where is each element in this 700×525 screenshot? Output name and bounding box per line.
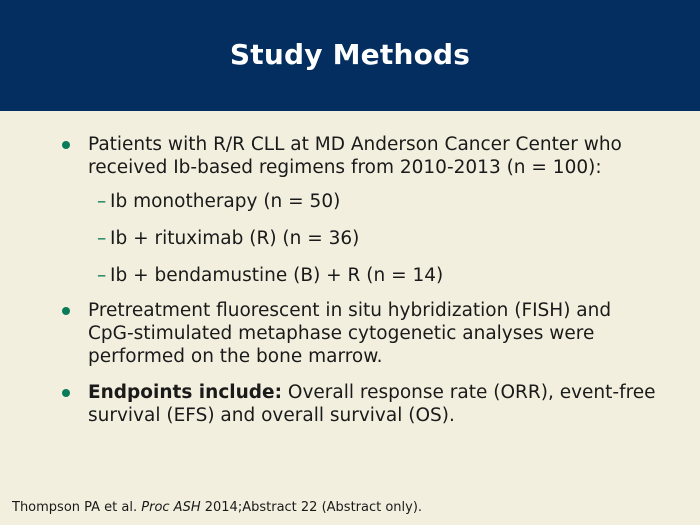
bullet-text: Overall response rate (ORR), event-free survival (EFS) and overall survival (OS).: [88, 382, 656, 426]
citation-authors: Thompson PA et al.: [12, 500, 142, 515]
title-bar: [0, 0, 700, 111]
bullet-text: Pretreatment fluorescent in situ hybridization (FISH) and CpG-stimulated metaphase cytogenetic analyses were performed on the bone marrow.: [88, 300, 612, 367]
bullet-dot-icon: [62, 141, 70, 149]
bullet-fish: [62, 299, 662, 368]
dash-icon: –: [97, 191, 107, 212]
bullet-strong-label: Endpoints include:: [88, 382, 282, 403]
bullet-text: Patients with R/R CLL at MD Anderson Cancer Center who received Ib-based regimens from 2010-2013 (n = 100):: [88, 134, 622, 178]
regimen-sublist: [88, 190, 662, 287]
bullet-list: [62, 133, 662, 427]
bullet-dot-icon: [62, 389, 70, 397]
subitem-ib-bendamustine: [88, 264, 662, 287]
dash-icon: –: [97, 265, 107, 286]
subitem-text: Ib + rituximab (R) (n = 36): [110, 228, 360, 249]
citation-details: 2014;Abstract 22 (Abstract only).: [200, 500, 423, 515]
slide-title: Study Methods: [229, 38, 471, 71]
subitem-ib-monotherapy: [88, 190, 662, 213]
bullet-dot-icon: [62, 307, 70, 315]
citation-journal: Proc ASH: [141, 500, 201, 515]
citation-footer: [12, 500, 422, 516]
subitem-text: Ib + bendamustine (B) + R (n = 14): [110, 265, 444, 286]
dash-icon: –: [97, 228, 107, 249]
subitem-ib-rituximab: [88, 227, 662, 250]
subitem-text: Ib monotherapy (n = 50): [110, 191, 341, 212]
bullet-endpoints: [62, 381, 662, 427]
bullet-patients: [62, 133, 662, 287]
